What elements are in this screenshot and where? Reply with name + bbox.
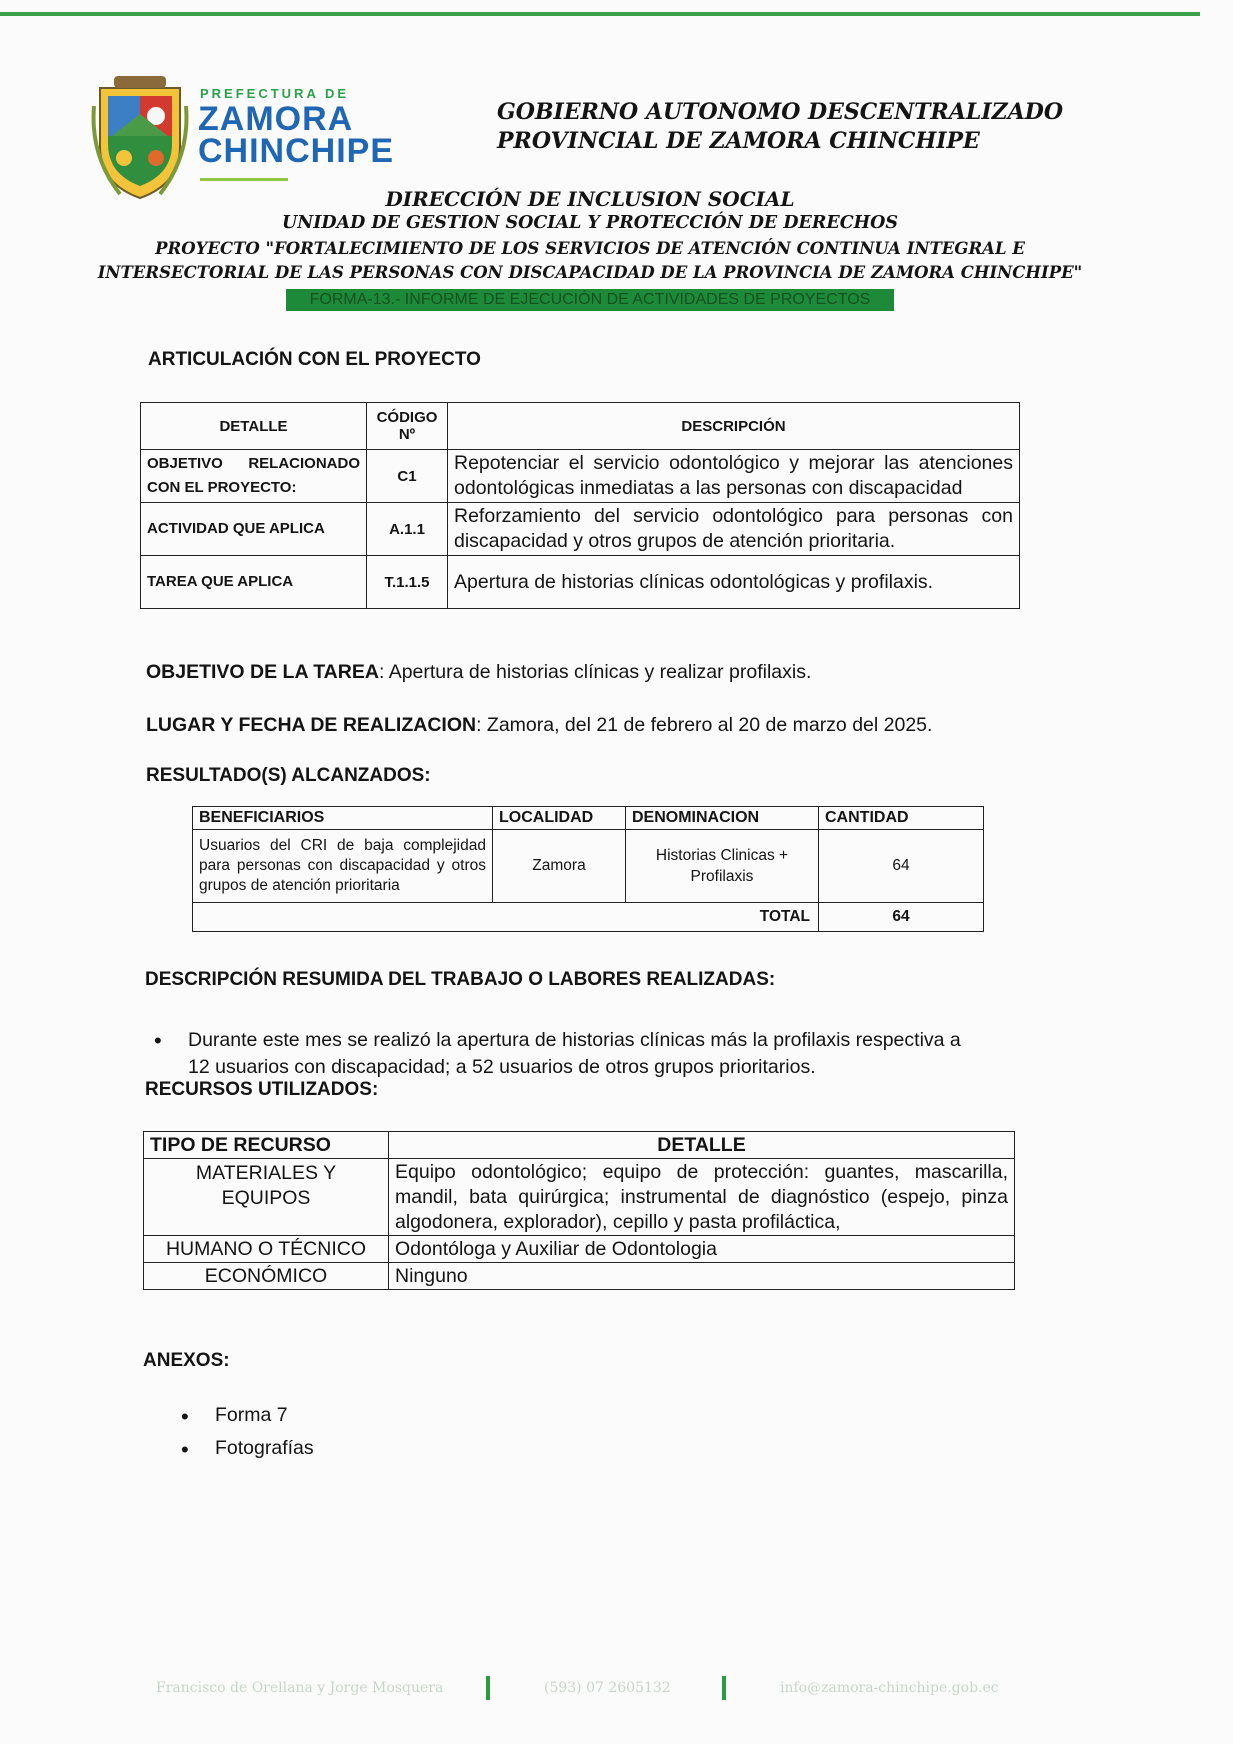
coat-of-arms-icon (90, 66, 190, 206)
row-descripcion: Reforzamiento del servicio odontológico para personas con discapacidad y otros grupos de atención prioritaria. (448, 503, 1020, 556)
resultados-table (192, 806, 984, 932)
cell-detalle: Equipo odontológico; equipo de protección: guantes, mascarilla, mandil, bata quirúrgica; instrumental de diagnóstico (espejo, pinza algodonera, explorador), cepillo y pasta profiláctica, (389, 1159, 1015, 1236)
total-row (193, 903, 984, 932)
cell-beneficiarios: Usuarios del CRI de baja complejidad para personas con discapacidad y otros grupos de atención prioritaria (193, 830, 493, 903)
header-cantidad: CANTIDAD (819, 807, 984, 830)
list-item: • Forma 7 (215, 1404, 288, 1427)
cell-tipo: ECONÓMICO (144, 1263, 389, 1290)
table-row (144, 1263, 1015, 1290)
table-row (144, 1159, 1015, 1236)
cell-detalle: Ninguno (389, 1263, 1015, 1290)
row-descripcion: Repotenciar el servicio odontológico y mejorar las atenciones odontológicas inmediatas a las personas con discapacidad (448, 450, 1020, 503)
header-tipo: TIPO DE RECURSO (144, 1132, 389, 1159)
table-row (193, 830, 984, 903)
row-codigo: T.1.1.5 (367, 556, 448, 609)
footer-divider (486, 1676, 490, 1700)
cell-localidad: Zamora (493, 830, 626, 903)
list-item: • Fotografías (215, 1437, 314, 1460)
cell-detalle: Odontóloga y Auxiliar de Odontologia (389, 1236, 1015, 1263)
prefectura-logo (90, 66, 395, 206)
footer-divider (722, 1676, 726, 1700)
logo-title-chinchipe: CHINCHIPE (198, 132, 395, 170)
list-item (188, 1027, 961, 1081)
header-beneficiarios: BENEFICIARIOS (193, 807, 493, 830)
logo-subtitle: PREFECTURA DE (200, 86, 350, 101)
cell-tipo: MATERIALES Y EQUIPOS (144, 1159, 389, 1236)
objetivo-line (146, 661, 811, 684)
top-rule (0, 12, 1200, 16)
row-detalle: OBJETIVO RELACIONADO CON EL PROYECTO: (141, 450, 367, 503)
descripcion-title: DESCRIPCIÓN RESUMIDA DEL TRABAJO O LABORES REALIZADAS: (145, 969, 776, 990)
header-detalle: DETALLE (389, 1132, 1015, 1159)
recursos-table (143, 1131, 1015, 1290)
table-row (141, 503, 1020, 556)
project-title-line1: PROYECTO "FORTALECIMIENTO DE LOS SERVICIOS DE ATENCIÓN CONTINUA INTEGRAL E (155, 239, 1025, 258)
logo-underline (200, 178, 288, 181)
table-row (141, 556, 1020, 609)
table-header-row (141, 403, 1020, 450)
row-detalle: ACTIVIDAD QUE APLICA (141, 503, 367, 556)
lugar-value: : Zamora, del 21 de febrero al 20 de marzo del 2025. (476, 714, 933, 736)
cell-cantidad: 64 (819, 830, 984, 903)
recursos-title: RECURSOS UTILIZADOS: (145, 1079, 379, 1100)
government-title (497, 98, 1063, 156)
header-localidad: LOCALIDAD (493, 807, 626, 830)
government-title-line1: GOBIERNO AUTONOMO DESCENTRALIZADO (497, 99, 1064, 125)
objetivo-value: : Apertura de historias clínicas y realizar profilaxis. (378, 661, 812, 683)
government-title-line2: PROVINCIAL DE ZAMORA CHINCHIPE (497, 128, 980, 154)
header-codigo: CÓDIGO Nº (367, 403, 448, 450)
unit-title: UNIDAD DE GESTION SOCIAL Y PROTECCIÓN DE DERECHOS (281, 213, 899, 233)
resultados-title: RESULTADO(S) ALCANZADOS: (146, 765, 431, 786)
anexos-title: ANEXOS: (143, 1350, 230, 1371)
articulacion-title: ARTICULACIÓN CON EL PROYECTO (148, 349, 481, 370)
form-label: FORMA-13.- INFORME DE EJECUCIÓN DE ACTIVIDADES DE PROYECTOS (286, 289, 894, 311)
table-row (144, 1236, 1015, 1263)
row-detalle: TAREA QUE APLICA (141, 556, 367, 609)
cell-denominacion: Historias Clinicas + Profilaxis (626, 830, 819, 903)
lugar-line (146, 714, 932, 737)
row-codigo: A.1.1 (367, 503, 448, 556)
row-codigo: C1 (367, 450, 448, 503)
project-title (0, 237, 1180, 285)
descripcion-line2: 12 usuarios con discapacidad; a 52 usuarios de otros grupos prioritarios. (188, 1056, 816, 1078)
header-denominacion: DENOMINACION (626, 807, 819, 830)
footer-phone: (593) 07 2605132 (544, 1680, 671, 1696)
project-title-line2: INTERSECTORIAL DE LAS PERSONAS CON DISCAPACIDAD DE LA PROVINCIA DE ZAMORA CHINCHIPE" (97, 263, 1083, 282)
table-row (141, 450, 1020, 503)
total-label: TOTAL (193, 903, 819, 932)
table-header-row (144, 1132, 1015, 1159)
header-descripcion: DESCRIPCIÓN (448, 403, 1020, 450)
lugar-label: LUGAR Y FECHA DE REALIZACION (146, 714, 477, 736)
footer-email[interactable]: info@zamora-chinchipe.gob.ec (780, 1680, 999, 1696)
table-header-row (193, 807, 984, 830)
footer-address: Francisco de Orellana y Jorge Mosquera (156, 1680, 444, 1696)
direction-title: DIRECCIÓN DE INCLUSION SOCIAL (385, 187, 795, 211)
objetivo-label: OBJETIVO DE LA TAREA (146, 661, 379, 683)
cell-tipo: HUMANO O TÉCNICO (144, 1236, 389, 1263)
row-descripcion: Apertura de historias clínicas odontológicas y profilaxis. (448, 556, 1020, 609)
header-detalle: DETALLE (141, 403, 367, 450)
articulacion-table (140, 402, 1020, 609)
logo-title-zamora: ZAMORA (198, 100, 354, 138)
descripcion-line1: • Durante este mes se realizó la apertura de historias clínicas más la profilaxis respectiva a (188, 1029, 961, 1051)
total-value: 64 (819, 903, 984, 932)
